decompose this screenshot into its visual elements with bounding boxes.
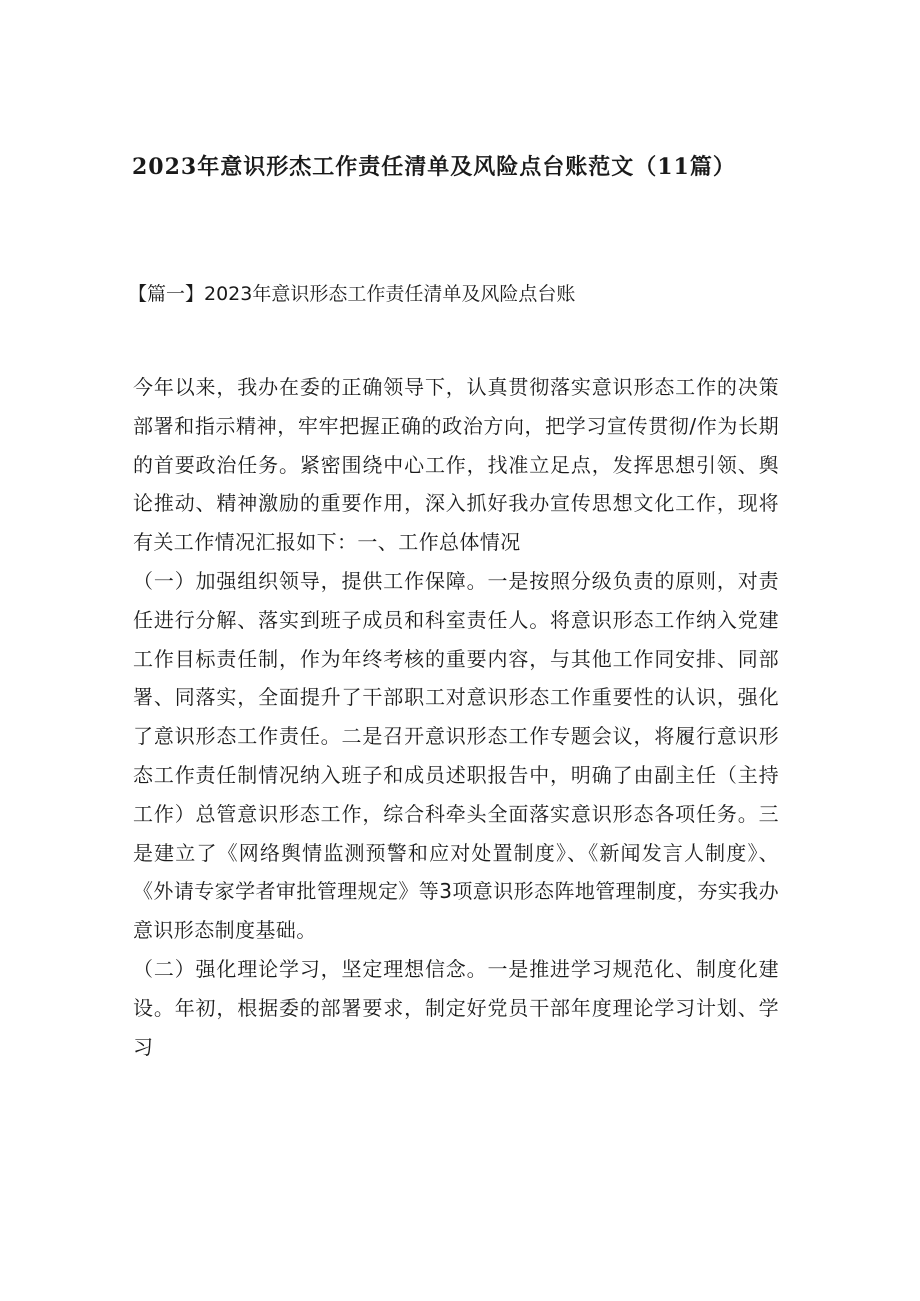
- document-body: [133, 368, 779, 1066]
- paragraph-organization: （一）加强组织领导，提供工作保障。一是按照分级负责的原则，对责任进行分解、落实到班子成员和科室责任人。将意识形态工作纳入党建工作目标责任制，作为年终考核的重要内容，与其他工作同安排、同部署、同落实，全面提升了干部职工对意识形态工作重要性的认识，强化了意识形态工作责任。二是召开意识形态工作专题会议，将履行意识形态工作责任制情况纳入班子和成员述职报告中，明确了由副主任（主持工作）总管意识形态工作，综合科牵头全面落实意识形态各项任务。三是建立了《网络舆情监测预警和应对处置制度》、《新闻发言人制度》、《外请专家学者审批管理规定》等3项意识形态阵地管理制度，夯实我办意识形态制度基础。: [133, 568, 779, 943]
- paragraph-intro: 今年以来，我办在委的正确领导下，认真贯彻落实意识形态工作的决策部署和指示精神，牢牢把握正确的政治方向，把学习宣传贯彻/作为长期的首要政治任务。紧密围绕中心工作，找准立足点，发挥思想引领、舆论推动、精神激励的重要作用，深入抓好我办宣传思想文化工作，现将有关工作情况汇报如下：一、工作总体情况: [133, 375, 779, 555]
- document-title: 2023年意识形杰工作责任清单及风险点台账范文（11篇）: [132, 154, 736, 180]
- section-heading: 【篇一】2023年意识形态工作责任清单及风险点台账: [128, 283, 576, 305]
- paragraph-theory-study: （二）强化理论学习，坚定理想信念。一是推进学习规范化、制度化建设。年初，根据委的部署要求，制定好党员干部年度理论学习计划、学习: [133, 956, 779, 1059]
